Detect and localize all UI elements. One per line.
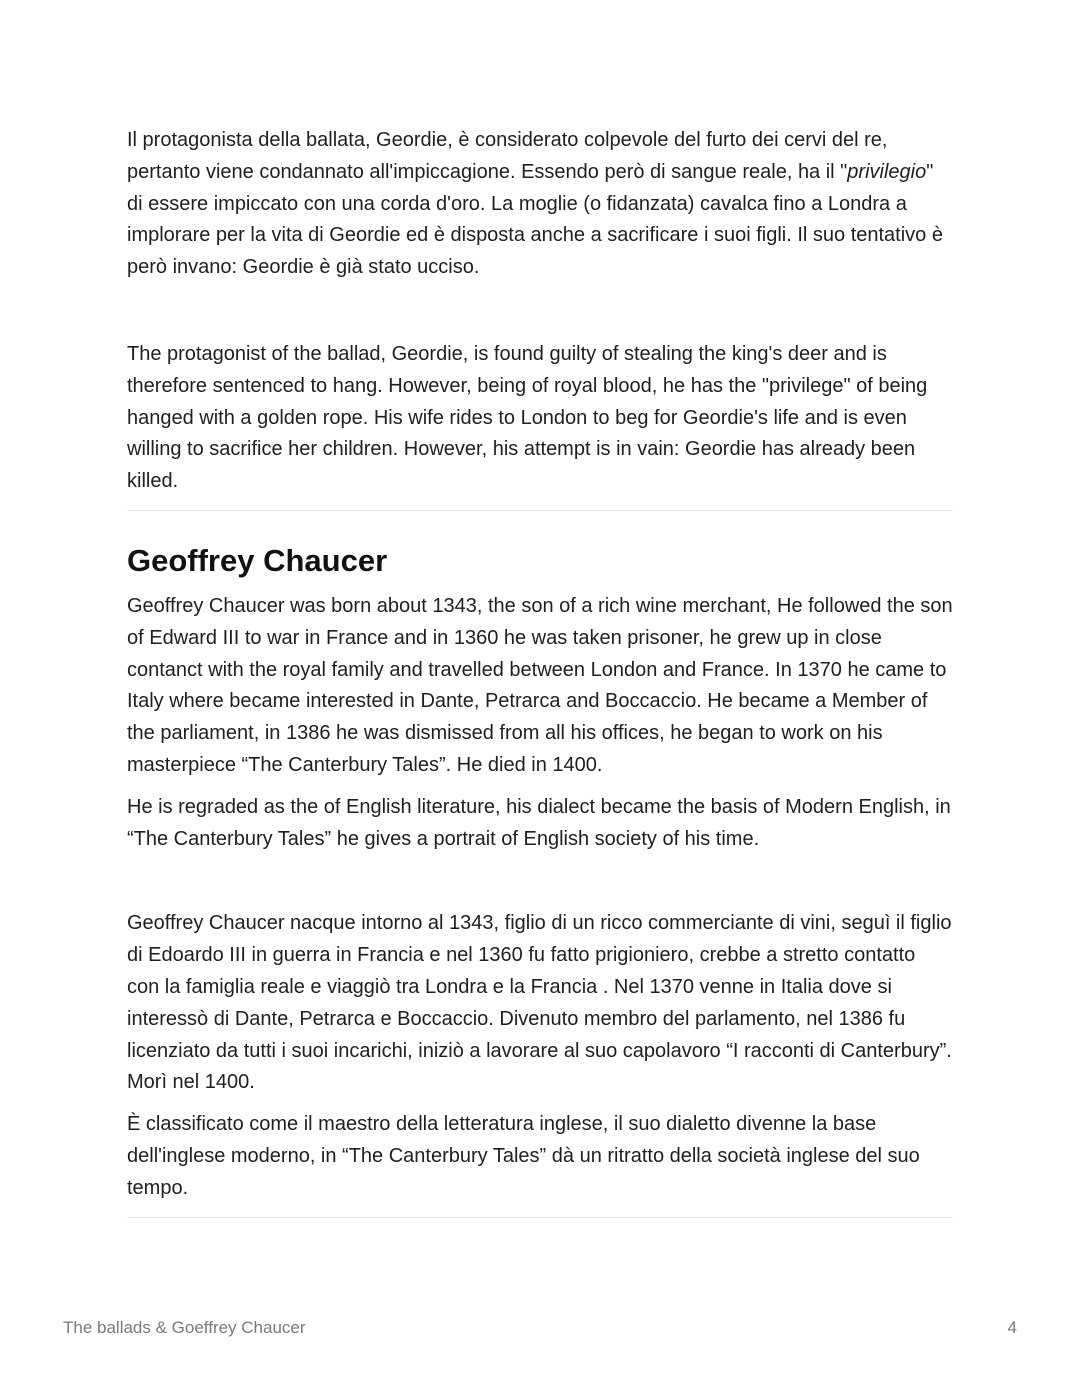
chaucer-english-paragraph-2: He is regraded as the of English literature, his dialect became the basis of Modern English, in “The Canterbury Tales” he gives a portrait of English society of his time. <box>127 795 951 850</box>
footer-page-number: 4 <box>1007 1318 1017 1337</box>
english-ballad-paragraph: The protagonist of the ballad, Geordie, is found guilty of stealing the king's deer and is therefore sentenced to hang. However, being of royal blood, he has the "privilege" of being hanged with a golden rope. His wife rides to London to beg for Geordie's life and is even willing to sacrifice her children. However, his attempt is in vain: Geordie has already been killed. <box>127 342 928 493</box>
chaucer-italian-paragraph-2: È classificato come il maestro della letteratura inglese, il suo dialetto divenne la base dell'inglese moderno, in “The Canterbury Tales” dà un ritratto della società inglese del suo tempo. <box>127 1113 920 1199</box>
chaucer-italian-paragraph-1: Geoffrey Chaucer nacque intorno al 1343, figlio di un ricco commerciante di vini, seguì il figlio di Edoardo III in guerra in Francia e nel 1360 fu fatto prigioniero, crebbe a stretto contatto con la famiglia reale e viaggiò tra Londra e la Francia . Nel 1370 venne in Italia dove si interessò di Dante, Petrarca e Boccaccio. Divenuto membro del parlamento, nel 1386 fu licenziato da tutti i suoi incarichi, iniziò a lavorare al suo capolavoro “I racconti di Canterbury”. Morì nel 1400. <box>127 912 952 1094</box>
italian-ballad-text-part2: " di essere impiccato con una corda d'oro. La moglie (o fidanzata) cavalca fino a Londra a implorare per la vita di Geordie ed è disposta anche a sacrificare i suoi figli. Il suo tentativo è però invano: Geordie è già stato ucciso. <box>127 160 943 279</box>
document-body <box>127 125 953 1218</box>
chaucer-english-paragraph-1: Geoffrey Chaucer was born about 1343, the son of a rich wine merchant, He followed the son of Edward III to war in France and in 1360 he was taken prisoner, he grew up in close contanct with the royal family and travelled between London and France. In 1370 he came to Italy where became interested in Dante, Petrarca and Boccaccio. He became a Member of the parliament, in 1386 he was dismissed from all his offices, he began to work on his masterpiece “The Canterbury Tales”. He died in 1400. <box>127 594 953 776</box>
privilege-word: privilegio <box>847 160 927 183</box>
section-divider-bottom <box>127 1217 953 1218</box>
footer-document-title: The ballads & Goeffrey Chaucer <box>63 1318 306 1337</box>
section-heading: Geoffrey Chaucer <box>127 542 388 578</box>
italian-ballad-paragraph <box>127 125 953 284</box>
section-divider <box>127 510 953 511</box>
italian-ballad-text-part1: Il protagonista della ballata, Geordie, è considerato colpevole del furto dei cervi del re, pertanto viene condannato all'impiccagione. Essendo però di sangue reale, ha il " <box>127 129 888 183</box>
